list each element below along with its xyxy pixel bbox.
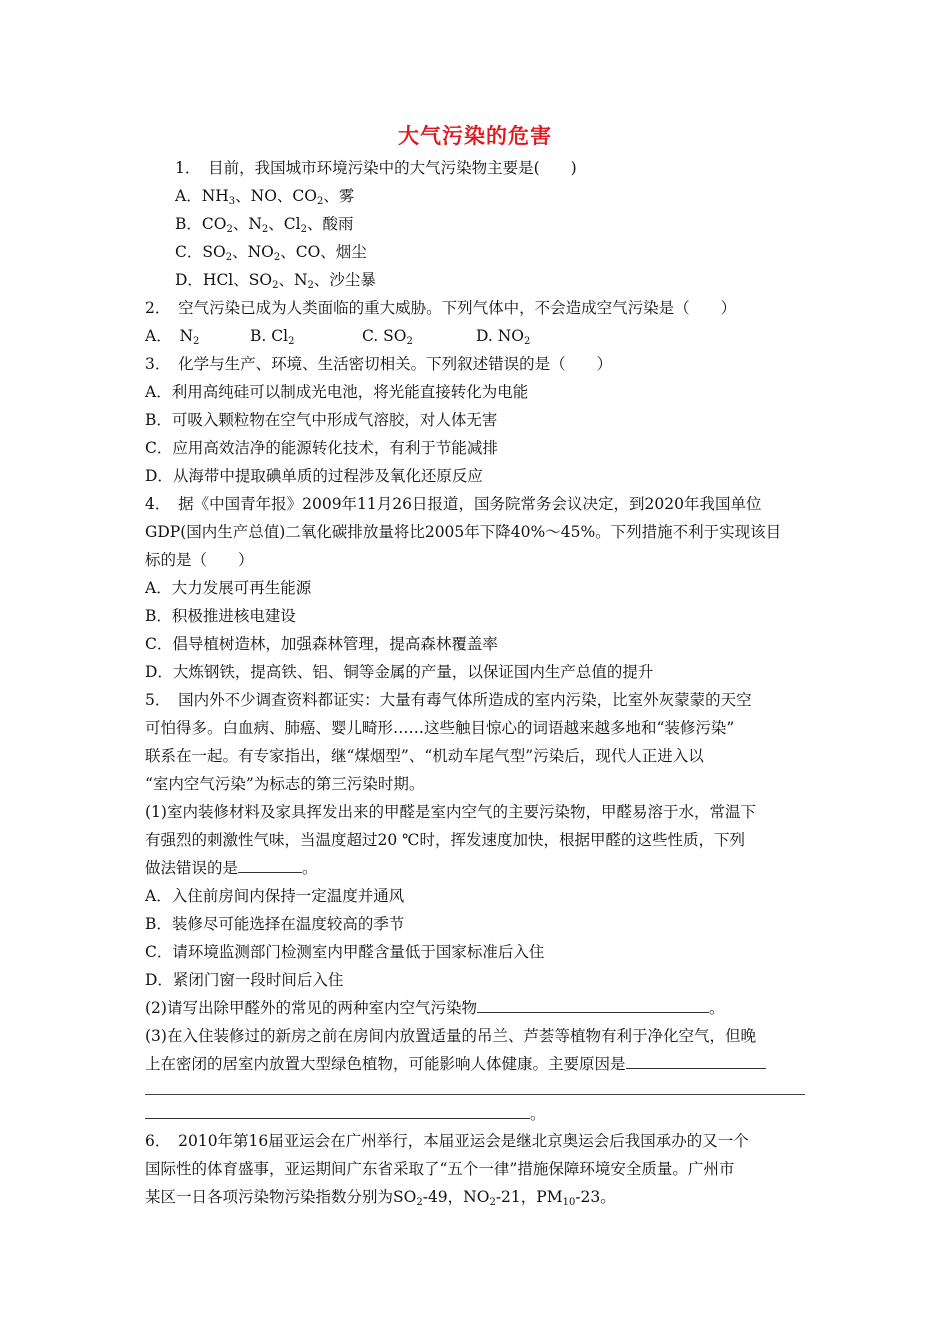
page-title: 大气污染的危害 <box>398 124 552 148</box>
q5-option-b: B．装修尽可能选择在温度较高的季节 <box>145 915 405 933</box>
q5-part1-answer-blank[interactable] <box>238 858 302 873</box>
q5-part3-answer-line-2[interactable] <box>145 1104 530 1119</box>
q5-option-c: C．请环境监测部门检测室内甲醛含量低于国家标准后入住 <box>145 943 545 961</box>
q5-stem-line4: “室内空气污染”为标志的第三污染时期。 <box>145 775 425 793</box>
q2-option-b: B. $Cl_2$ <box>250 327 295 347</box>
q4-option-b: B．积极推进核电建设 <box>145 607 296 625</box>
q5-part3-line2: 上在密闭的居室内放置大型绿色植物，可能影响人体健康。主要原因是 <box>145 1054 766 1074</box>
q1-option-a: A．$NH_3$、NO、$CO_2$、雾 <box>175 187 355 207</box>
q5-part2-answer-blank[interactable] <box>477 998 709 1013</box>
q1-stem: 1． 目前，我国城市环境污染中的大气污染物主要是( ) <box>175 159 577 177</box>
q5-part3-answer-line-1[interactable] <box>145 1094 805 1095</box>
q1-option-d: D．HCl、$SO_2$、$N_2$、沙尘暴 <box>175 271 376 291</box>
q3-option-a: A．利用高纯硅可以制成光电池，将光能直接转化为电能 <box>145 383 529 401</box>
q3-stem: 3． 化学与生产、环境、生活密切相关。下列叙述错误的是（ ） <box>145 355 613 373</box>
q5-stem-line2: 可怕得多。白血病、肺癌、婴儿畸形……这些触目惊心的词语越来越多地和“装修污染” <box>145 719 735 737</box>
q5-part2: (2)请写出除甲醛外的常见的两种室内空气污染物 。 <box>145 999 725 1017</box>
q2-option-c: C. $SO_2$ <box>362 327 413 347</box>
q4-stem-line1: 4． 据《中国青年报》2009年11月26日报道，国务院常务会议决定，到2020年我国单位 <box>145 495 762 513</box>
q5-stem-line3: 联系在一起。有专家指出，继“煤烟型”、“机动车尾气型”污染后，现代人正进入以 <box>145 747 704 765</box>
q5-part3-line1: (3)在入住装修过的新房之前在房间内放置适量的吊兰、芦荟等植物有利于净化空气，但晚 <box>145 1027 756 1045</box>
q1-option-b: B．$CO_2$、$N_2$、$Cl_2$、酸雨 <box>175 215 354 235</box>
q5-part3-answer-line-2-row: 。 <box>145 1104 546 1124</box>
q3-option-b: B．可吸入颗粒物在空气中形成气溶胶，对人体无害 <box>145 411 498 429</box>
q4-option-d: D．大炼钢铁，提高铁、铝、铜等金属的产量，以保证国内生产总值的提升 <box>145 663 654 681</box>
q4-stem-line3: 标的是（ ） <box>145 551 254 569</box>
q2-option-a: A． $N_2$ <box>145 327 200 347</box>
q5-part1-line2: 有强烈的刺激性气味，当温度超过20 ℃时，挥发速度加快，根据甲醛的这些性质，下列 <box>145 831 745 849</box>
q5-stem-line1: 5． 国内外不少调查资料都证实：大量有毒气体所造成的室内污染，比室外灰蒙蒙的天空 <box>145 691 752 709</box>
q6-stem-line1: 6． 2010年第16届亚运会在广州举行，本届亚运会是继北京奥运会后我国承办的又一个 <box>145 1132 749 1150</box>
q5-option-a: A．入住前房间内保持一定温度并通风 <box>145 887 405 905</box>
q6-stem-line2: 国际性的体育盛事，亚运期间广东省采取了“五个一律”措施保障环境安全质量。广州市 <box>145 1160 735 1178</box>
q4-option-a: A．大力发展可再生能源 <box>145 579 312 597</box>
q5-part3-answer-blank[interactable] <box>626 1054 766 1069</box>
q5-part1-line1: (1)室内装修材料及家具挥发出来的甲醛是室内空气的主要污染物，甲醛易溶于水，常温下 <box>145 803 756 821</box>
q6-stem-line3: 某区一日各项污染物污染指数分别为$SO_2-49$，$NO_2-21$，$PM_{10}-23$。 <box>145 1188 616 1208</box>
q5-option-d: D．紧闭门窗一段时间后入住 <box>145 971 344 989</box>
q3-option-d: D．从海带中提取碘单质的过程涉及氧化还原反应 <box>145 467 483 485</box>
q1-option-c: C．$SO_2$、$NO_2$、CO、烟尘 <box>175 243 367 263</box>
q4-option-c: C．倡导植树造林，加强森林管理，提高森林覆盖率 <box>145 635 498 653</box>
q5-part1-line3: 做法错误的是 。 <box>145 859 318 877</box>
q4-stem-line2: GDP(国内生产总值)二氧化碳排放量将比2005年下降40%～45%。下列措施不利于实现该目 <box>145 523 782 541</box>
q2-stem: 2． 空气污染已成为人类面临的重大威胁。下列气体中，不会造成空气污染是（ ） <box>145 299 737 317</box>
q2-option-d: D. $NO_2$ <box>476 327 531 347</box>
q3-option-c: C．应用高效洁净的能源转化技术，有利于节能减排 <box>145 439 498 457</box>
